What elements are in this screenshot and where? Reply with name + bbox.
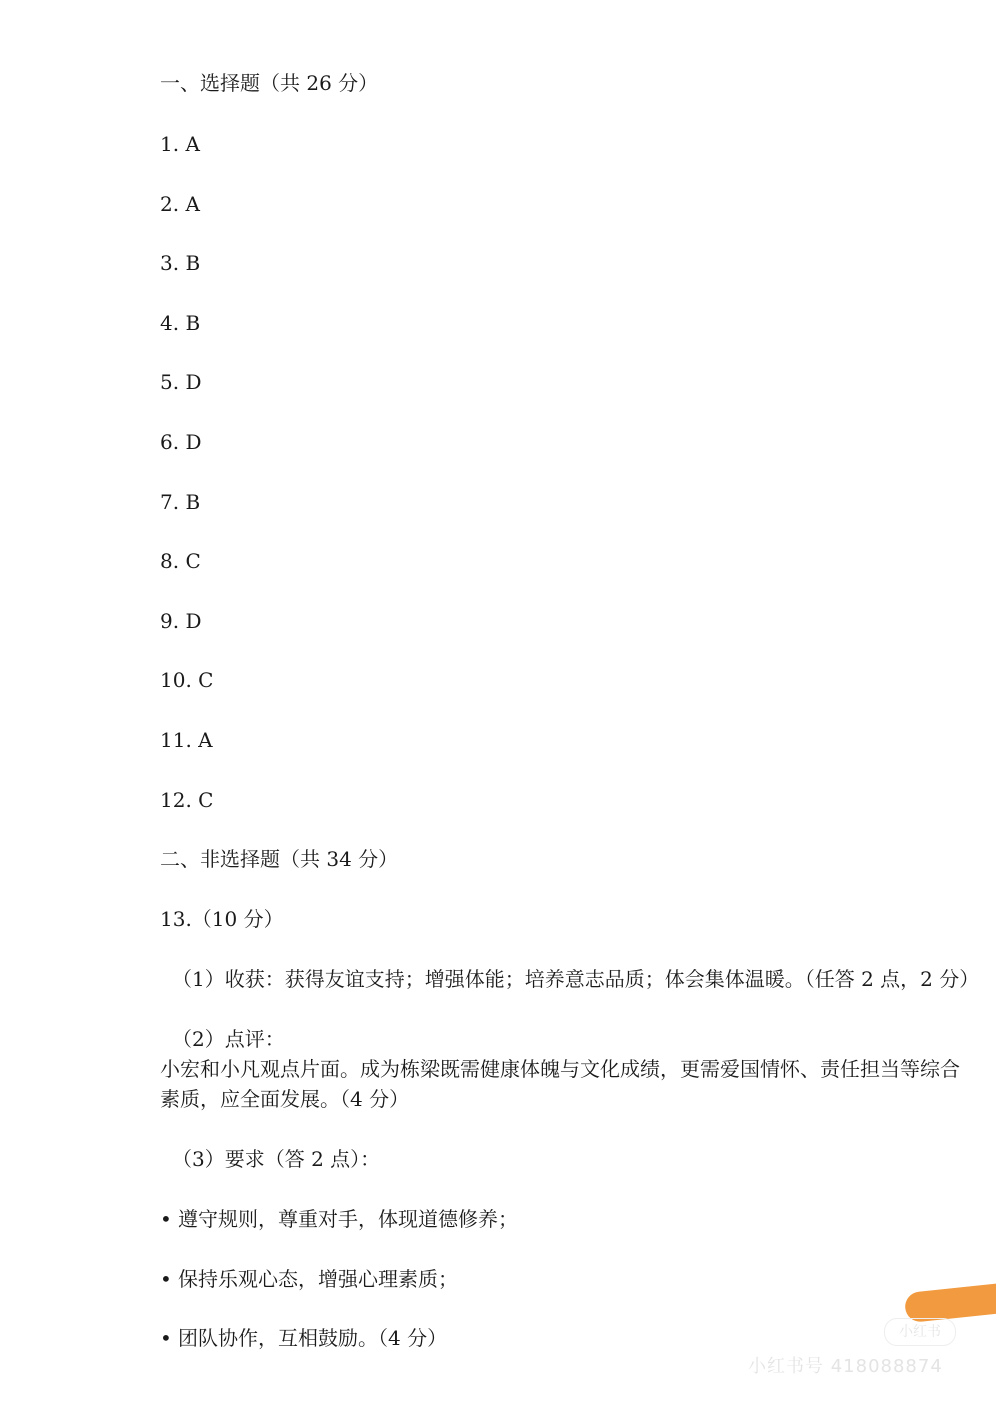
bullet-item — [160, 1204, 518, 1234]
answer-item: 12. C — [160, 788, 214, 812]
answer-item: 4. B — [160, 311, 201, 335]
section-1-title: 一、选择题（共 26 分） — [160, 71, 379, 95]
bullet-dot: • — [160, 1267, 172, 1291]
bullet-dot: • — [160, 1326, 172, 1350]
bullet-text: 保持乐观心态，增强心理素质； — [178, 1267, 458, 1291]
answer-item: 6. D — [160, 430, 202, 454]
answer-item: 11. A — [160, 728, 213, 752]
question-13-title: 13.（10 分） — [160, 907, 284, 931]
bullet-item — [160, 1264, 458, 1294]
section-2-title: 二、非选择题（共 34 分） — [160, 847, 399, 871]
bullet-item — [160, 1323, 447, 1353]
bullet-text: 团队协作，互相鼓励。（4 分） — [178, 1326, 448, 1350]
bullet-text: 遵守规则，尊重对手，体现道德修养； — [178, 1207, 518, 1231]
answer-item: 9. D — [160, 609, 202, 633]
answer-item: 3. B — [160, 251, 201, 275]
answer-item: 10. C — [160, 668, 214, 692]
question-13-part-2-label: （2）点评： — [172, 1027, 285, 1051]
watermark-logo: 小红书 — [884, 1318, 956, 1346]
question-13-part-3-label: （3）要求（答 2 点）： — [172, 1147, 381, 1171]
watermark-id-text: 小红书号 418088874 — [748, 1356, 943, 1377]
answer-item: 5. D — [160, 370, 202, 394]
answer-item: 2. A — [160, 192, 200, 216]
question-13-part-2-text: 小宏和小凡观点片面。成为栋梁既需健康体魄与文化成绩，更需爱国情怀、责任担当等综合素质，应全面发展。（4 分） — [160, 1057, 960, 1111]
bullet-dot: • — [160, 1207, 172, 1231]
answer-item: 1. A — [160, 132, 200, 156]
answer-item: 7. B — [160, 490, 201, 514]
answer-item: 8. C — [160, 549, 201, 573]
question-13-part-1: （1）收获：获得友谊支持；增强体能；培养意志品质；体会集体温暖。（任答 2 点，2 分） — [172, 967, 980, 991]
